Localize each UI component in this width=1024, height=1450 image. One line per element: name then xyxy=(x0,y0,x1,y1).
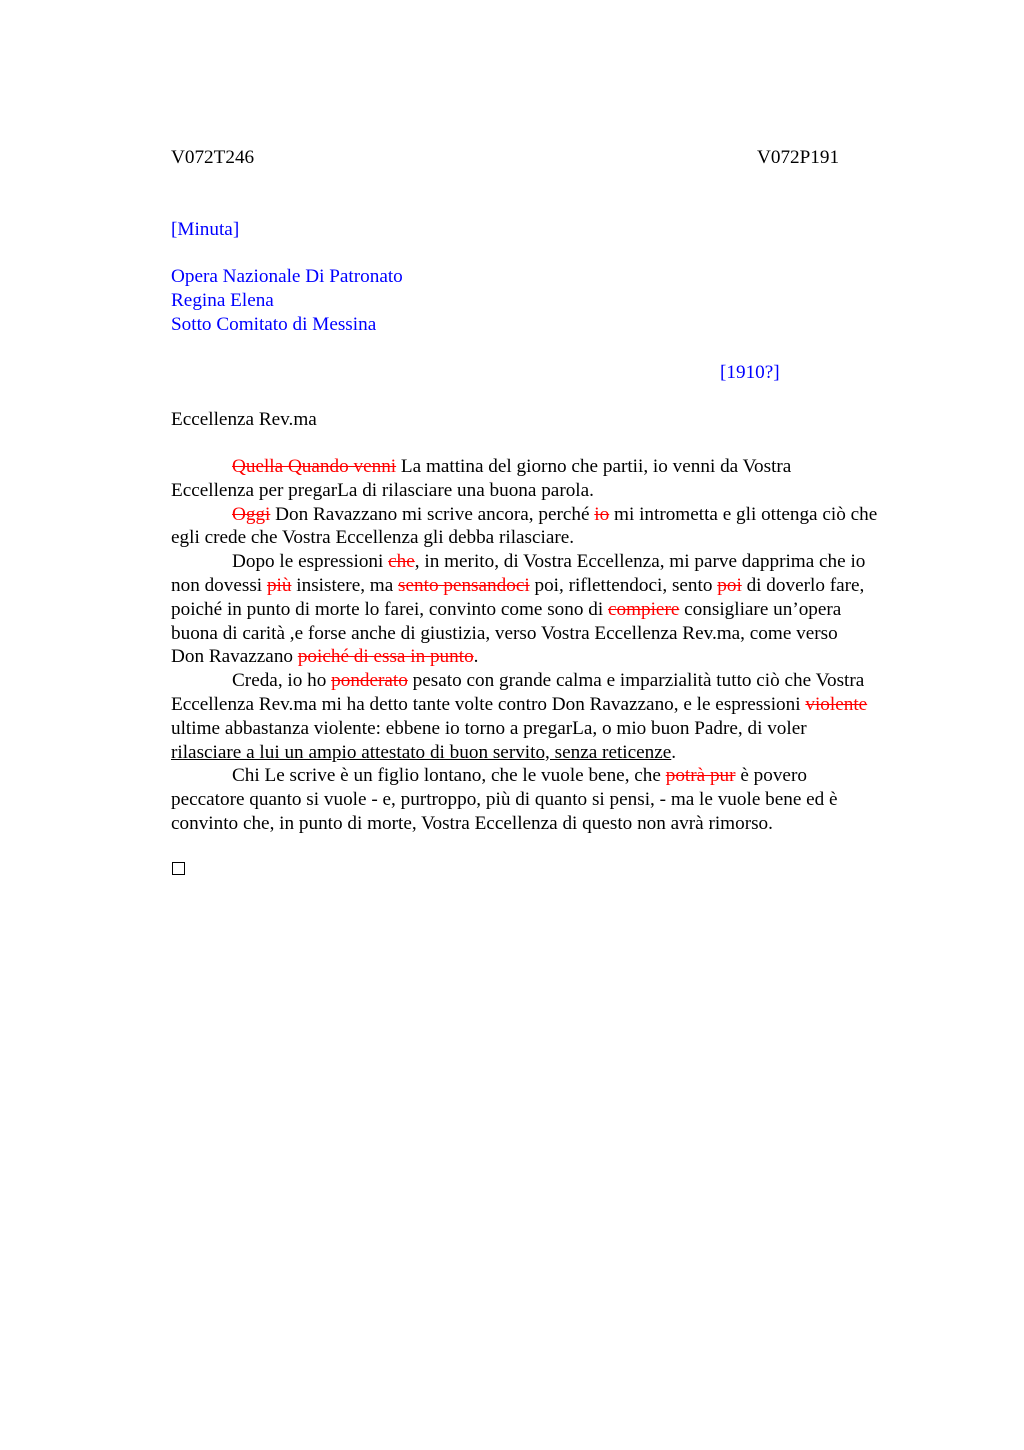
body-line xyxy=(171,788,931,812)
body-line xyxy=(171,693,931,717)
deleted-text: io xyxy=(594,503,610,525)
deleted-text: compiere xyxy=(607,598,680,620)
deleted-text: più xyxy=(266,574,292,596)
deleted-text: Oggi xyxy=(232,503,271,525)
body-line xyxy=(171,455,931,479)
text-segment: . xyxy=(473,646,479,668)
text-segment: La mattina del giorno che partii, io venni da Vostra xyxy=(396,456,792,477)
body-line xyxy=(171,622,931,646)
body-line xyxy=(171,669,931,693)
right-reference-code: V072P191 xyxy=(757,147,840,168)
text-segment: egli crede che Vostra Eccellenza gli debba rilasciare. xyxy=(171,527,575,549)
text-segment: poi, riflettendoci, sento xyxy=(529,574,718,596)
body-line xyxy=(171,741,931,765)
deleted-text: che xyxy=(388,551,415,573)
deleted-text: sento pensandoci xyxy=(398,574,530,596)
deleted-text: potrà pur xyxy=(665,765,736,787)
deleted-text: violente xyxy=(805,693,868,715)
body-line xyxy=(171,479,931,503)
text-segment: di doverlo fare, xyxy=(741,574,865,596)
text-segment: poiché in punto di morte lo farei, convinto come sono di xyxy=(171,598,608,620)
text-segment: peccatore quanto si vuole - e, purtroppo, più di quanto si pensi, - ma le vuole bene ed è xyxy=(171,789,838,811)
text-segment: convinto che, in punto di morte, Vostra Eccellenza di questo non avrà rimorso. xyxy=(171,812,773,834)
text-segment: Eccellenza Rev.ma mi ha detto tante volte contro Don Ravazzano, e le espressioni xyxy=(171,693,806,715)
body-line xyxy=(171,812,931,836)
text-segment: ultime abbastanza violente: ebbene io torno a pregarLa, o mio buon Padre, di voler xyxy=(171,717,807,739)
body-line xyxy=(171,717,931,741)
deleted-text: poiché di essa in punto xyxy=(297,646,474,668)
text-segment: Don Ravazzano mi scrive ancora, perché xyxy=(270,503,595,525)
body-line xyxy=(171,764,931,788)
text-segment: Creda, io ho xyxy=(232,670,332,692)
letterhead-line: Sotto Comitato di Messina xyxy=(171,314,377,335)
body-line xyxy=(171,526,931,550)
text-segment: Don Ravazzano xyxy=(171,646,298,668)
body-line xyxy=(171,574,931,598)
text-segment: pesato con grande calma e imparzialità tutto ciò che Vostra xyxy=(407,670,865,692)
letterhead-line: Regina Elena xyxy=(171,290,274,311)
left-reference-code: V072T246 xyxy=(171,147,255,168)
text-segment: consigliare un’opera xyxy=(679,598,842,620)
text-segment: non dovessi xyxy=(171,574,267,596)
deleted-text: ponderato xyxy=(331,670,408,692)
letterhead-line: Opera Nazionale Di Patronato xyxy=(171,266,403,287)
body-line xyxy=(171,503,931,527)
text-segment: . xyxy=(671,741,677,763)
letter-body xyxy=(171,455,931,836)
letter-date: [1910?] xyxy=(720,362,780,383)
text-segment: insistere, ma xyxy=(291,574,399,596)
text-segment: buona di carità ,e forse anche di giustizia, verso Vostra Eccellenza Rev.ma, come verso xyxy=(171,622,838,644)
text-segment: Eccellenza per pregarLa di rilasciare una buona parola. xyxy=(171,479,594,501)
checkbox-square-icon xyxy=(172,862,185,875)
body-line xyxy=(171,598,931,622)
salutation: Eccellenza Rev.ma xyxy=(171,409,317,430)
text-segment: è povero xyxy=(735,765,807,787)
text-segment: mi intrometta e gli ottenga ciò che xyxy=(609,503,878,525)
underlined-text: rilasciare a lui un ampio attestato di buon servito, senza reticenze xyxy=(171,741,672,763)
editorial-note: [Minuta] xyxy=(171,219,240,240)
text-segment: Dopo le espressioni xyxy=(232,551,389,573)
body-line xyxy=(171,550,931,574)
text-segment: Chi Le scrive è un figlio lontano, che le vuole bene, che xyxy=(232,765,666,787)
body-line xyxy=(171,645,931,669)
text-segment: , in merito, di Vostra Eccellenza, mi parve dapprima che io xyxy=(414,551,866,573)
deleted-text: poi xyxy=(717,574,742,596)
deleted-text: Quella Quando venni xyxy=(232,456,397,477)
